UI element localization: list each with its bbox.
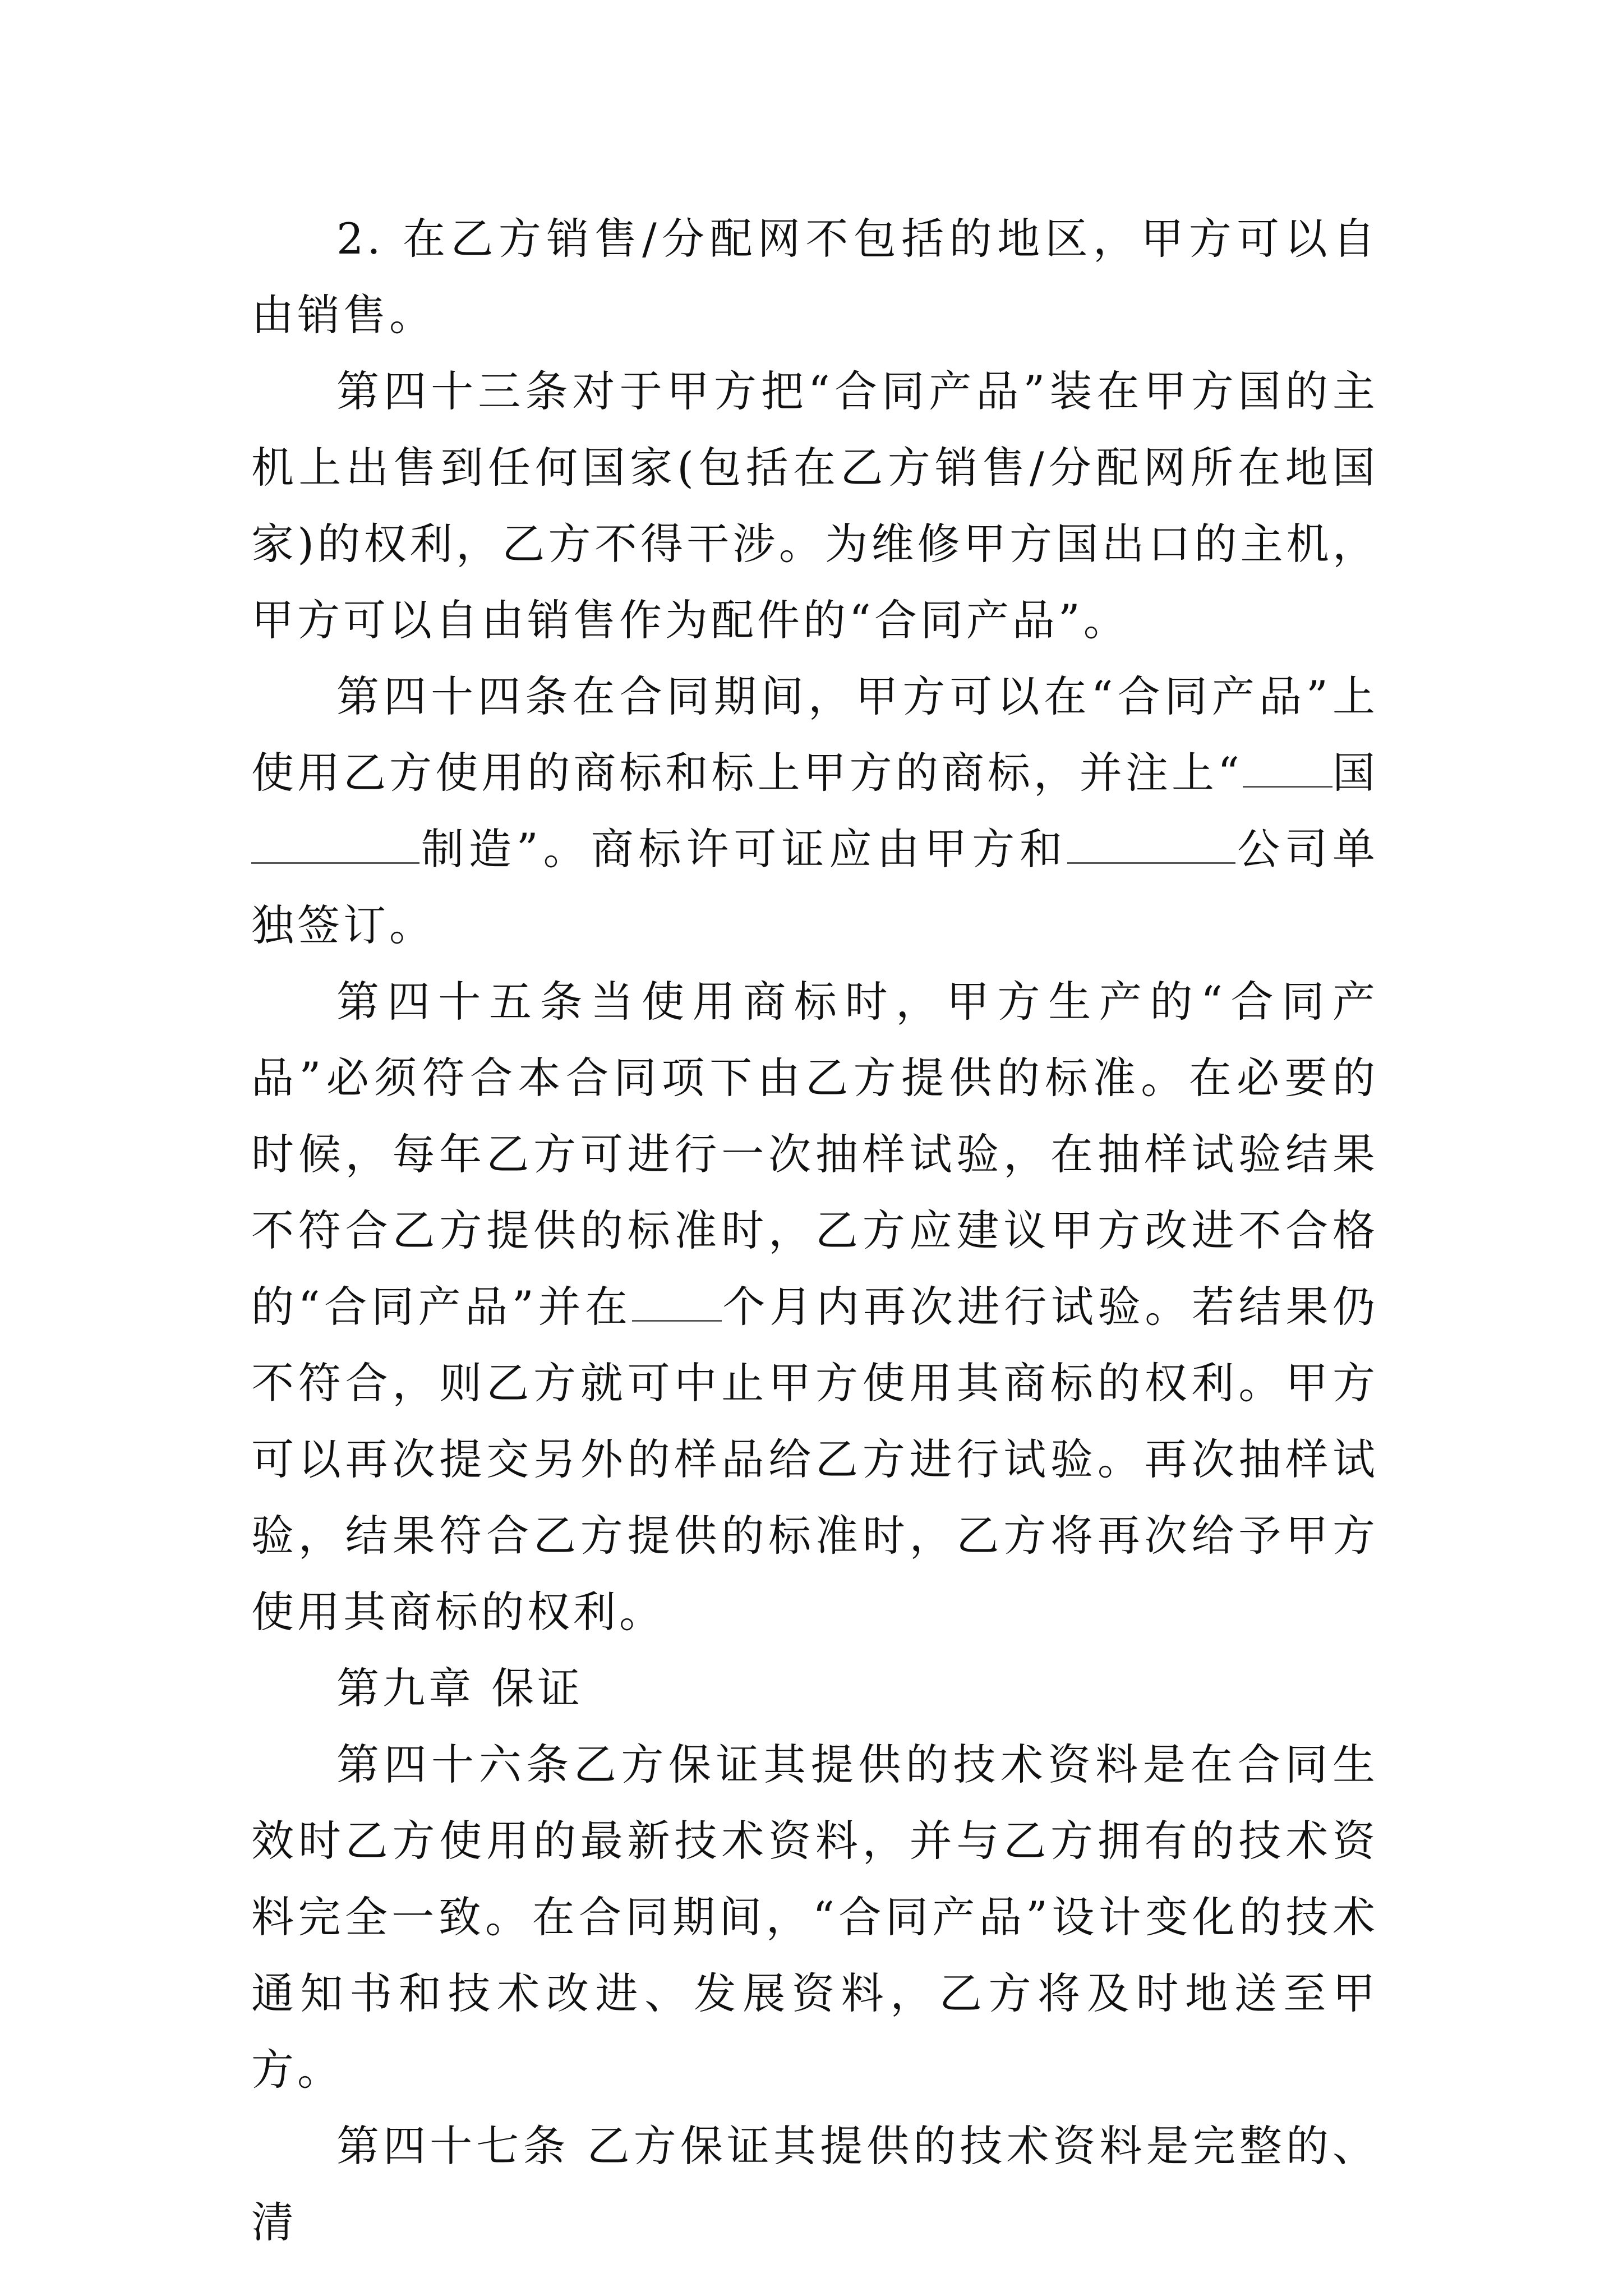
blank-country [1243, 743, 1332, 788]
blank-months [632, 1277, 722, 1322]
blank-company [1067, 820, 1235, 864]
paragraph-text: 第四十三条对于甲方把“合同产品”装在甲方国的主机上出售到任何国家(包括在乙方销售/分配网所在地国家)的权利，乙方不得干涉。为维修甲方国出口的主机，甲方可以自由销售作为配件的“合同产品”。 [251, 366, 1378, 645]
paragraph-text: 个月内再次进行试验。若结果仍不符合，则乙方就可中止甲方使用其商标的权利。甲方可以再次提交另外的样品给乙方进行试验。再次抽样试验，结果符合乙方提供的标准时，乙方将再次给予甲方使用其商标的权利。 [251, 1282, 1378, 1637]
article-45 [251, 964, 1378, 1650]
paragraph-text: 公司单独签订。 [251, 824, 1378, 950]
paragraph-text: 2. 在乙方销售/分配网不包括的地区，甲方可以自由销售。 [251, 214, 1378, 340]
paragraph-text: 第四十四条在合同期间，甲方可以在“合同产品”上使用乙方使用的商标和标上甲方的商标，并注上“ [251, 671, 1378, 798]
chapter-heading [251, 1650, 1378, 1727]
paragraph-text: 制造”。商标许可证应由甲方和 [419, 824, 1068, 874]
article-47 [251, 2108, 1378, 2261]
blank-country-name [251, 820, 419, 864]
document-body [251, 201, 1378, 2261]
heading-text: 第九章 保证 [336, 1663, 584, 1713]
article-43 [251, 353, 1378, 659]
article-46 [251, 1727, 1378, 2108]
paragraph-text: 国 [1332, 748, 1379, 798]
paragraph-text: 第四十七条 乙方保证其提供的技术资料是完整的、清 [251, 2121, 1378, 2247]
article-44 [251, 659, 1378, 964]
paragraph-text: 第四十五条当使用商标时，甲方生产的“合同产品”必须符合本合同项下由乙方提供的标准。在必要的时候，每年乙方可进行一次抽样试验，在抽样试验结果不符合乙方提供的标准时，乙方应建议甲方改进不合格的“合同产品”并在 [251, 977, 1378, 1332]
paragraph-sales-region [251, 201, 1378, 353]
paragraph-text: 第四十六条乙方保证其提供的技术资料是在合同生效时乙方使用的最新技术资料，并与乙方拥有的技术资料完全一致。在合同期间，“合同产品”设计变化的技术通知书和技术改进、发展资料，乙方将及时地送至甲方。 [251, 1740, 1378, 2095]
